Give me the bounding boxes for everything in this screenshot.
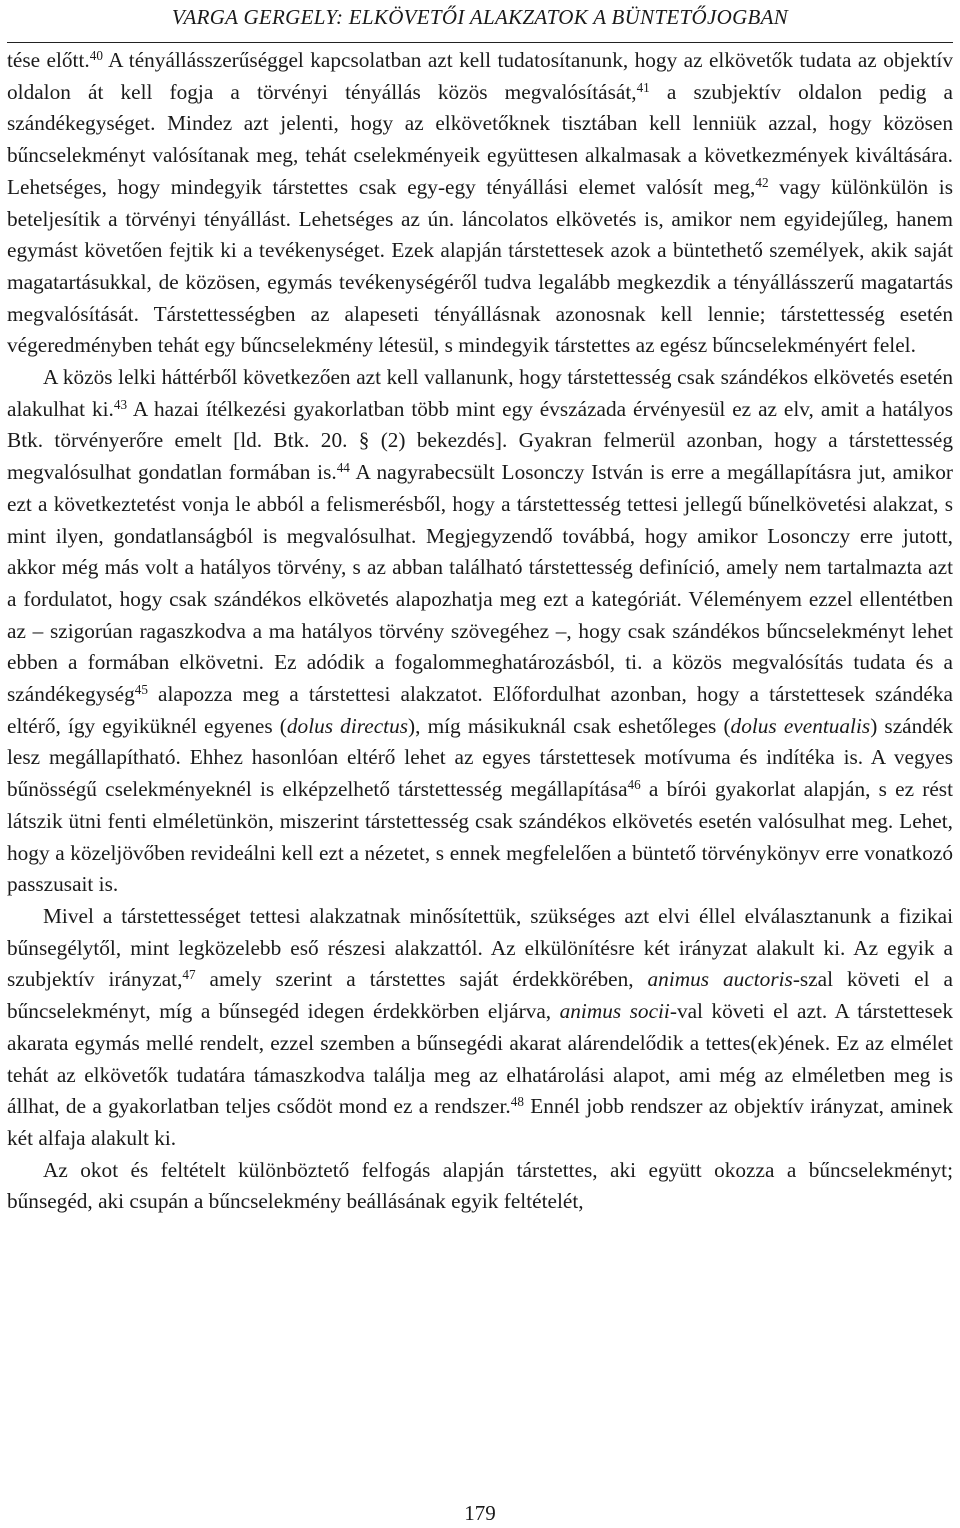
text-run: amely szerint a társtettes saját érdekkörében, — [195, 967, 648, 992]
body-text — [7, 45, 953, 1218]
footnote-ref: 43 — [113, 396, 128, 412]
text-run: ), míg másikuknál csak eshetőleges ( — [408, 713, 731, 738]
footnote-ref: 41 — [636, 79, 650, 95]
footnote-ref: 46 — [627, 776, 641, 792]
footnote-ref: 48 — [510, 1093, 524, 1109]
text-run: -val követi el azt. A társtettesek akarata egymás mellé rendelt, ezzel szemben a bűnsegédi akarat alárendelődik a tettes(ek)ének. Ez az elmélet tehát az elkövetők tudatára támaszkodva találja meg az elhatárolási alapot, ami még az elméletben meg is állhat, de a gyakorlatban teljes csődöt mond ez a rendszer. — [7, 999, 953, 1119]
text-run: a szubjektív oldalon pedig a szándékegységet. Mindez azt jelenti, hogy az elkövetőknek tisztában kell lenniük azzal, hogy közösen bűncselekményt valósítanak meg, tehát cselekményeik együttesen alkalmasak a következmények kiváltására. Lehetséges, hogy mindegyik társtettes csak egy-egy tényállási elemet valósít meg, — [7, 79, 953, 199]
text-run: A tényállásszerűséggel kapcsolatban azt kell tudatosítanunk, hogy az elkövetők tudata az objektív oldalon át kell fogja a törvényi tényállás közös megvalósítását, — [7, 48, 953, 104]
text-run: vagy különkülön is beteljesítik a törvényi tényállást. Lehetséges az ún. láncolatos elkövetés is, amikor nem egyidejűleg, hanem egymást követően fejtik ki a tevékenységet. Ezek alapján társtettesek azok a büntethető személyek, akik saját magatartásukkal, de közösen, egymás tevékenységéről tudva legalább megkezdik a tényállásszerű magatartás megvalósítását. Társtettességben az alapeseti tényállásnak azonosnak kell lennie; társtettesség esetén végeredményben tehát egy bűncselekmény létesül, s mindegyik társtettes az egész bűncselekményért felel. — [7, 174, 953, 358]
paragraph-cause-condition — [7, 1155, 953, 1218]
footnote-ref: 44 — [336, 459, 350, 475]
text-run: alapozza meg a társtettesi alakzatot. Előfordulhat azonban, hogy a társtettesek szándéka eltérő, így egyiküknél egyenes ( — [7, 682, 953, 738]
footnote-ref: 40 — [89, 47, 103, 63]
paragraph-theories — [7, 901, 953, 1155]
footnote-ref: 47 — [182, 967, 196, 983]
paragraph-continued — [7, 45, 953, 362]
text-run: Ennél jobb rendszer az objektív irányzat, aminek két alfaja alakult ki. — [7, 1094, 953, 1150]
text-run: tése előtt. — [7, 48, 90, 72]
latin-term: animus auctoris — [647, 967, 793, 992]
running-title: VARGA GERGELY: ELKÖVETŐI ALAKZATOK A BÜNTETŐJOGBAN — [171, 5, 789, 29]
paragraph-joint-intent — [7, 362, 953, 901]
text-run: A hazai ítélkezési gyakorlatban több mint egy évszázada érvényesül ez az elv, amit a hatályos Btk. törvényerőre emelt [ld. Btk. 20. § (2) bekezdés]. Gyakran felmerül azonban, hogy a társtettesség megvalósulhat gondatlan formában is. — [7, 396, 953, 485]
latin-term: animus socii — [559, 999, 670, 1024]
text-run: Az okot és feltételt különböztető felfogás alapján társtettes, aki együtt okozza a bűncselekményt; bűnsegéd, aki csupán a bűncselekmény beállásának egyik feltételét, — [7, 1157, 953, 1214]
text-run: a bírói gyakorlat alapján, s ez rést látszik ütni fenti elméletünkön, miszerint társtettesség csak szándékos elkövetés esetén valósulhat meg. Lehet, hogy a közeljövőben revideálni kell ezt a nézetet, s ennek megfelelően a büntető törvénykönyv erre vonatkozó passzusait is. — [7, 777, 953, 897]
footnote-ref: 42 — [755, 174, 769, 190]
footnote-ref: 45 — [134, 681, 148, 697]
text-run: -szal követi el a bűncselekményt, míg a bűnsegéd idegen érdekkörben eljárva, — [7, 967, 953, 1024]
text-run: A közös lelki háttérből következően azt kell vallanunk, hogy társtettesség csak szándékos elkövetés esetén alakulhat ki. — [7, 365, 953, 421]
page-number-text: 179 — [464, 1501, 496, 1525]
text-run: A nagyrabecsült Losonczy István is erre a megállapításra jut, amikor ezt a következtetést vonja le abból a felismerésből, hogy a társtettesség tettesi jellegű bűnelkövetési alakzat, s mint ilyen, gondatlanságból is megvalósulhat. Megjegyzendő továbbá, hogy amikor Losonczy erre jutott, akkor még más volt a hatályos törvény, s az abban található társtettesség definíció, amely nem tartalmazta azt a fordulatot, hogy csak szándékos elkövetés alapozhatja meg ezt a kategóriát. Véleményem ezzel ellentétben az – szigorúan ragaszkodva a ma hatályos törvény szövegéhez –, hogy csak szándékos bűncselekményt lehet ebben a formában elkövetni. Ez adódik a fogalommeghatározásból, ti. a közös megvalósítás tudata és a szándékegység — [7, 460, 953, 707]
text-run: Mivel a társtettességet tettesi alakzatnak minősítettük, szükséges azt elvi éllel elválasztanunk a fizikai bűnsegélytől, mint legközelebb eső részesi alakzattól. Az elkülönítésre két irányzat alakult ki. Az egyik a szubjektív irányzat, — [7, 903, 953, 992]
text-run: ) szándék lesz megállapítható. Ehhez hasonlóan eltérő lehet az egyes társtettesek motívuma és indítéka is. A vegyes bűnösségű cselekményeknél is elképzelhető társtettesség megállapítása — [7, 713, 954, 802]
latin-term: dolus directus — [286, 713, 409, 738]
latin-term: dolus eventualis — [730, 713, 871, 738]
page-number — [0, 1501, 960, 1526]
running-header — [7, 0, 953, 43]
